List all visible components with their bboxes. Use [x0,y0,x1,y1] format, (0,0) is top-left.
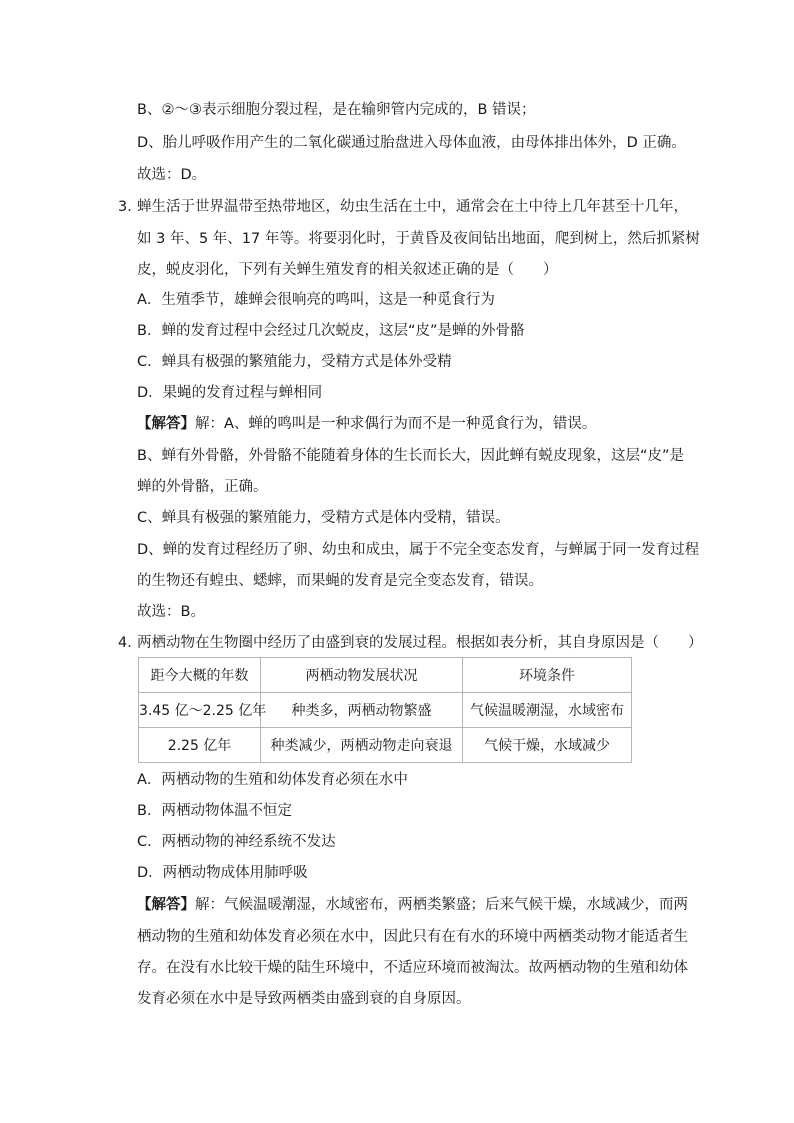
q3-answer-select: 故选：B。 [137,604,205,620]
table-cell: 3.45 亿～2.25 亿年 [139,693,261,728]
q3-answer-first [137,414,677,434]
table-header-cell: 环境条件 [463,658,632,693]
table-header-cell: 距今大概的年数 [139,658,261,693]
q4-option-c: C．两栖动物的神经系统不发达 [137,834,336,850]
table-cell: 气候温暖潮湿，水域密布 [463,693,632,728]
q4-answer-first [137,895,688,915]
q4-option-d: D．两栖动物成体用肺呼吸 [137,865,308,881]
q3-option-c: C．蝉具有极强的繁殖能力，受精方式是体外受精 [137,354,452,370]
q3-stem-line: 蝉生活于世界温带至热带地区，幼虫生活在土中，通常会在土中待上几年甚至十几年， [137,199,688,215]
q4-option-a: A．两栖动物的生殖和幼体发育必须在水中 [137,772,408,788]
table-cell: 种类多，两栖动物繁盛 [261,693,463,728]
q4-option-b: B．两栖动物体温不恒定 [137,803,292,819]
q3-answer-line: B、蝉有外骨骼，外骨骼不能随着身体的生长而长大，因此蝉有蜕皮现象，这层“皮”是 [137,448,684,464]
table-row [139,693,632,728]
table-cell: 2.25 亿年 [139,728,261,763]
q3-option-d: D．果蝇的发育过程与蝉相同 [137,385,323,401]
answer-text: 解：气候温暖潮湿，水域密布，两栖类繁盛；后来气候干燥，水域减少，而两 [195,897,688,913]
q3-answer-line: 蝉的外骨骼，正确。 [137,479,268,495]
q3-answer-line: D、蝉的发育过程经历了卵、幼虫和成虫，属于不完全变态发育，与蝉属于同一发育过程 [137,542,700,558]
table-header-cell: 两栖动物发展状况 [261,658,463,693]
amphibian-table [138,657,632,763]
table-header-row [139,658,632,693]
q3-option-b: B．蝉的发育过程中会经过几次蜕皮，这层“皮”是蝉的外骨骼 [137,323,525,339]
q4-number: 4． [118,635,142,651]
q3-option-a: A．生殖季节，雄蝉会很响亮的鸣叫，这是一种觅食行为 [137,292,495,308]
q4-stem: 两栖动物在生物圈中经历了由盛到衰的发展过程。根据如表分析，其自身原因是（ ） [137,635,703,651]
q4-answer-line: 发育必须在水中是导致两栖类由盛到衰的自身原因。 [137,991,471,1007]
answer-tag: 【解答】 [137,416,195,432]
prev-answer-select: 故选：D。 [137,167,207,183]
answer-text: 解：A、蝉的鸣叫是一种求偶行为而不是一种觅食行为，错误。 [195,416,597,432]
q4-answer-line: 存。在没有水比较干燥的陆生环境中，不适应环境而被淘汰。故两栖动物的生殖和幼体 [137,960,688,976]
answer-tag: 【解答】 [137,897,195,913]
table-cell: 种类减少，两栖动物走向衰退 [261,728,463,763]
q3-answer-line: 的生物还有蝗虫、蟋蟀，而果蝇的发育是完全变态发育，错误。 [137,573,543,589]
q3-stem-line: 如 3 年、5 年、17 年等。将要羽化时，于黄昏及夜间钻出地面，爬到树上，然后抓紧树 [137,231,700,247]
table-row [139,728,632,763]
q3-answer-line: C、蝉具有极强的繁殖能力，受精方式是体内受精，错误。 [137,510,510,526]
table-cell: 气候干燥，水域减少 [463,728,632,763]
q4-answer-line: 栖动物的生殖和幼体发育必须在水中，因此只有在有水的环境中两栖类动物才能适者生 [137,929,688,945]
prev-answer-b: B、②～③表示细胞分裂过程，是在输卵管内完成的，B 错误； [137,102,536,118]
prev-answer-d: D、胎儿呼吸作用产生的二氧化碳通过胎盘进入母体血液，由母体排出体外，D 正确。 [137,135,686,151]
q3-stem-line: 皮，蜕皮羽化，下列有关蝉生殖发育的相关叙述正确的是（ ） [137,262,558,278]
q3-number: 3． [118,199,142,215]
